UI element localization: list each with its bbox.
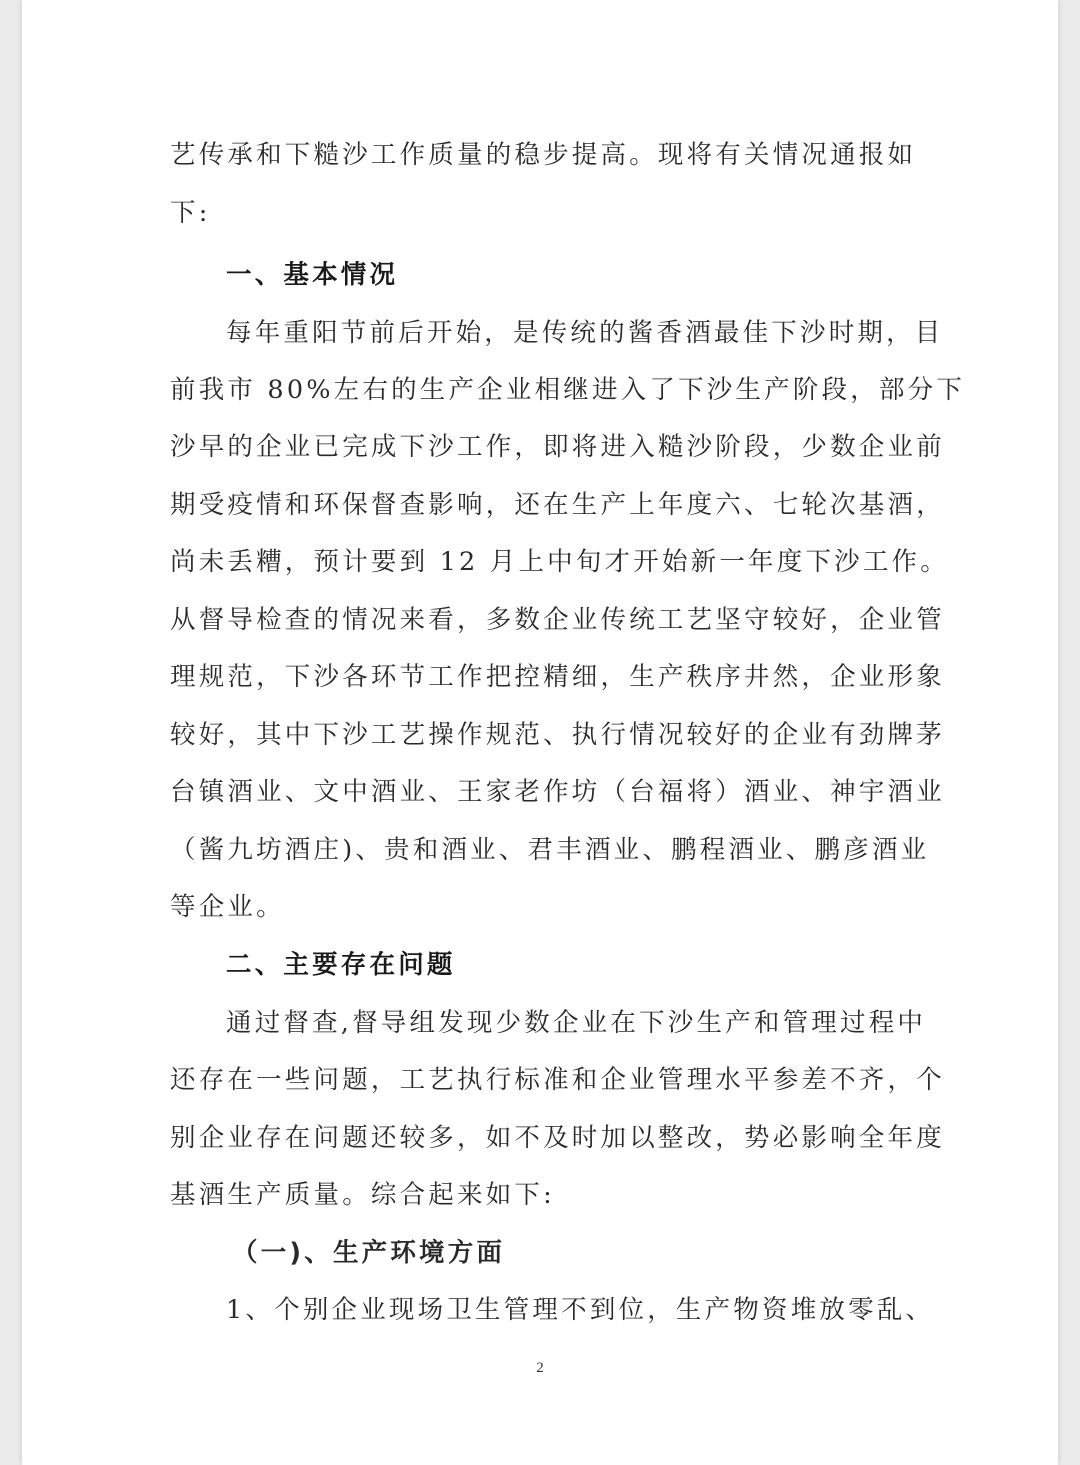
body-line-17: 还存在一些问题，工艺执行标准和企业管理水平参差不齐，个 — [170, 1065, 945, 1095]
body-line-18: 别企业存在问题还较多，如不及时加以整改，势必影响全年度 — [170, 1123, 945, 1153]
body-line-6: 沙早的企业已完成下沙工作，即将进入糙沙阶段，少数企业前 — [170, 432, 945, 462]
section-heading-1: 一、基本情况 — [226, 260, 399, 290]
body-line-4: 每年重阳节前后开始，是传统的酱香酒最佳下沙时期，目 — [226, 318, 944, 348]
body-line-1: 艺传承和下糙沙工作质量的稳步提高。现将有关情况通报如 — [170, 140, 917, 170]
body-line-16: 通过督查,督导组发现少数企业在下沙生产和管理过程中 — [226, 1008, 927, 1038]
body-line-21: 1、个别企业现场卫生管理不到位，生产物资堆放零乱、 — [226, 1295, 935, 1325]
page-number: 2 — [536, 1360, 544, 1376]
body-line-11: 较好，其中下沙工艺操作规范、执行情况较好的企业有劲牌茅 — [170, 720, 945, 750]
body-line-10: 理规范，下沙各环节工作把控精细，生产秩序井然，企业形象 — [170, 662, 945, 692]
section-heading-2: 二、主要存在问题 — [226, 950, 456, 980]
body-line-14: 等企业。 — [170, 892, 285, 922]
subsection-heading-1: （一)、生产环境方面 — [232, 1238, 506, 1268]
body-line-12: 台镇酒业、文中酒业、王家老作坊（台福将）酒业、神宇酒业 — [170, 777, 945, 807]
body-line-13: （酱九坊酒庄)、贵和酒业、君丰酒业、鹏程酒业、鹏彦酒业 — [170, 835, 930, 865]
body-line-9: 从督导检查的情况来看，多数企业传统工艺坚守较好，企业管 — [170, 605, 945, 635]
body-line-7: 期受疫情和环保督查影响，还在生产上年度六、七轮次基酒， — [170, 490, 945, 520]
body-line-5: 前我市 80%左右的生产企业相继进入了下沙生产阶段，部分下 — [170, 375, 966, 405]
body-line-8: 尚未丢糟，预计要到 12 月上中旬才开始新一年度下沙工作。 — [170, 547, 949, 577]
body-line-19: 基酒生产质量。综合起来如下: — [170, 1180, 555, 1210]
body-line-2: 下: — [170, 198, 211, 228]
